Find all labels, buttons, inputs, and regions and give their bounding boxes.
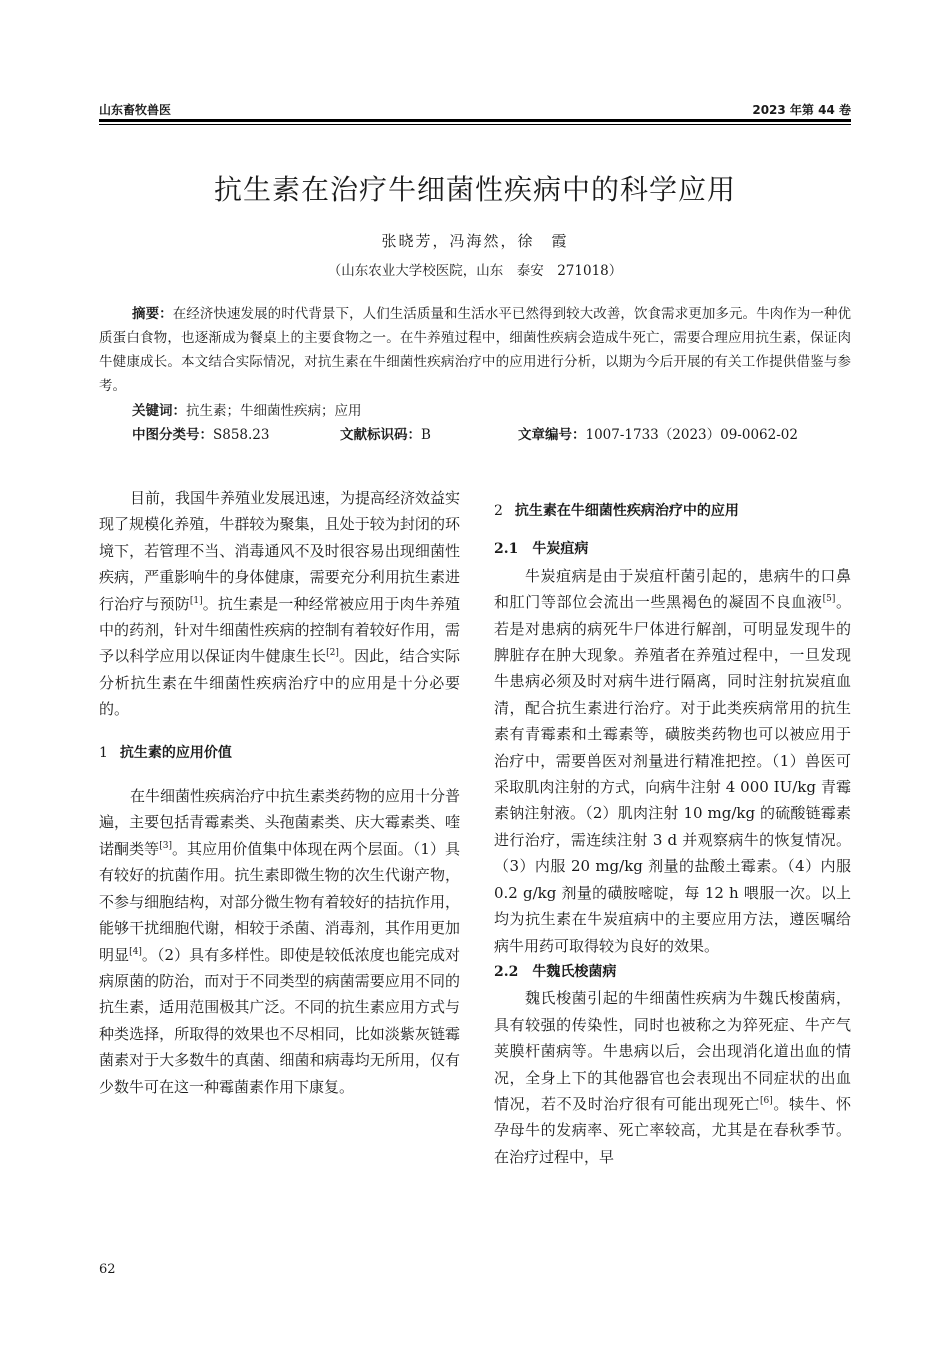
article-affiliation: （山东农业大学校医院，山东 泰安 271018） bbox=[327, 263, 623, 279]
keywords-label: 关键词： bbox=[132, 403, 186, 419]
section-2-heading: 2 抗生素在牛细菌性疾病治疗中的应用 bbox=[494, 503, 739, 519]
journal-volume: 2023 年第 44 卷 bbox=[752, 103, 851, 117]
citation: [2] bbox=[326, 648, 339, 659]
article-number: 文章编号：1007-1733（2023）09-0062-02 bbox=[518, 427, 798, 443]
journal-name: 山东畜牧兽医 bbox=[99, 103, 172, 117]
section-2-1-heading: 2.1 牛炭疽病 bbox=[494, 541, 589, 558]
running-header bbox=[99, 98, 851, 120]
abstract bbox=[99, 302, 851, 398]
section-1-paragraph: 在牛细菌性疾病治疗中抗生素类药物的应用十分普遍，主要包括青霉素类、头孢菌素类、庆大霉素类、喹诺酮类等[3]。其应用价值集中体现在两个层面。（1）具有较好的抗菌作用。抗生素即微生物的次生代谢产物，不参与细胞结构，对部分微生物有着较好的拮抗作用，能够干扰细胞代谢，相较于杀菌、消毒剂，其作用更加明显[4]。（2）具有多样性。即使是较低浓度也能完成对病原菌的防治，而对于不同类型的病菌需要应用不同的抗生素，适用范围极其广泛。不同的抗生素应用方式与种类选择，所取得的效果也不尽相同，比如淡紫灰链霉菌素对于大多数牛的真菌、细菌和病毒均无所用，仅有少数牛可在这一种霉菌素作用下康复。 bbox=[99, 787, 461, 1096]
keywords bbox=[132, 400, 362, 422]
page-number: 62 bbox=[99, 1262, 116, 1277]
citation: [5] bbox=[822, 594, 836, 605]
right-column bbox=[494, 485, 851, 1170]
citation: [6] bbox=[760, 1095, 773, 1106]
keywords-text: 抗生素；牛细菌性疾病；应用 bbox=[186, 403, 362, 419]
article-authors: 张晓芳，冯海然，徐 霞 bbox=[381, 232, 569, 250]
document-code: 文献标识码：B bbox=[340, 427, 431, 443]
header-rule-thick bbox=[99, 119, 851, 122]
abstract-text: 在经济快速发展的时代背景下，人们生活质量和生活水平已然得到较大改善，饮食需求更加多元。牛肉作为一种优质蛋白食物，也逐渐成为餐桌上的主要食物之一。在牛养殖过程中，细菌性疾病会造成牛死亡，需要合理应用抗生素，保证肉牛健康成长。本文结合实际情况，对抗生素在牛细菌性疾病治疗中的应用进行分析，以期为今后开展的有关工作提供借鉴与参考。 bbox=[99, 306, 851, 394]
citation: [1] bbox=[189, 595, 203, 606]
abstract-label: 摘要： bbox=[132, 306, 173, 322]
article-title: 抗生素在治疗牛细菌性疾病中的科学应用 bbox=[213, 173, 736, 206]
left-column bbox=[99, 485, 460, 1100]
citation: [4] bbox=[129, 946, 142, 957]
clc-number: 中图分类号：S858.23 bbox=[132, 427, 270, 443]
header-rule-thin bbox=[99, 124, 851, 125]
section-2-1-paragraph: 牛炭疽病是由于炭疽杆菌引起的，患病牛的口鼻和肛门等部位会流出一些黑褐色的凝固不良血液[5]。若是对患病的病死牛尸体进行解剖，可明显发现牛的脾脏存在肿大现象。养殖者在养殖过程中，一旦发现牛患病必须及时对病牛进行隔离，同时注射抗炭疽血清，配合抗生素进行治疗。对于此类疾病常用的抗生素有青霉素和土霉素等，磺胺类药物也可以被应用于治疗中，需要兽医对剂量进行精准把控。（1）兽医可采取肌肉注射的方式，向病牛注射 4 000 IU/kg 青霉素钠注射液。（2）肌肉注射 10 mg/kg 的硫酸链霉素进行治疗，需连续注射 3 d 并观察病牛的恢复情况。（3）内服 20 mg/kg 剂量的盐酸土霉素。（4）内服 0.2 g/kg 剂量的磺胺嘧啶，每 12 h 喂服一次。以上均为抗生素在牛炭疽病中的主要应用方法，遵医嘱给病牛用药可取得较为良好的效果。 bbox=[494, 566, 851, 955]
section-1-heading: 1 抗生素的应用价值 bbox=[99, 744, 232, 761]
section-2-2-heading: 2.2 牛魏氏梭菌病 bbox=[494, 963, 617, 980]
section-2-2-paragraph: 魏氏梭菌引起的牛细菌性疾病为牛魏氏梭菌病，具有较强的传染性，同时也被称之为猝死症、牛产气荚膜杆菌病等。牛患病以后，会出现消化道出血的情况，全身上下的其他器官也会表现出不同症状的出血情况，若不及时治疗很有可能出现死亡[6]。犊牛、怀孕母牛的发病率、死亡率较高，尤其是在春秋季节。在治疗过程中，早 bbox=[494, 989, 851, 1166]
intro-paragraph: 目前，我国牛养殖业发展迅速，为提高经济效益实现了规模化养殖，牛群较为聚集，且处于较为封闭的环境下，若管理不当、消毒通风不及时很容易出现细菌性疾病，严重影响牛的身体健康，需要充分利用抗生素进行治疗与预防[1]。抗生素是一种经常被应用于肉牛养殖中的药剂，针对牛细菌性疾病的控制有着较好作用，需予以科学应用以保证肉牛健康生长[2]。因此，结合实际分析抗生素在牛细菌性疾病治疗中的应用是十分必要的。 bbox=[99, 489, 461, 719]
citation: [3] bbox=[159, 840, 172, 851]
